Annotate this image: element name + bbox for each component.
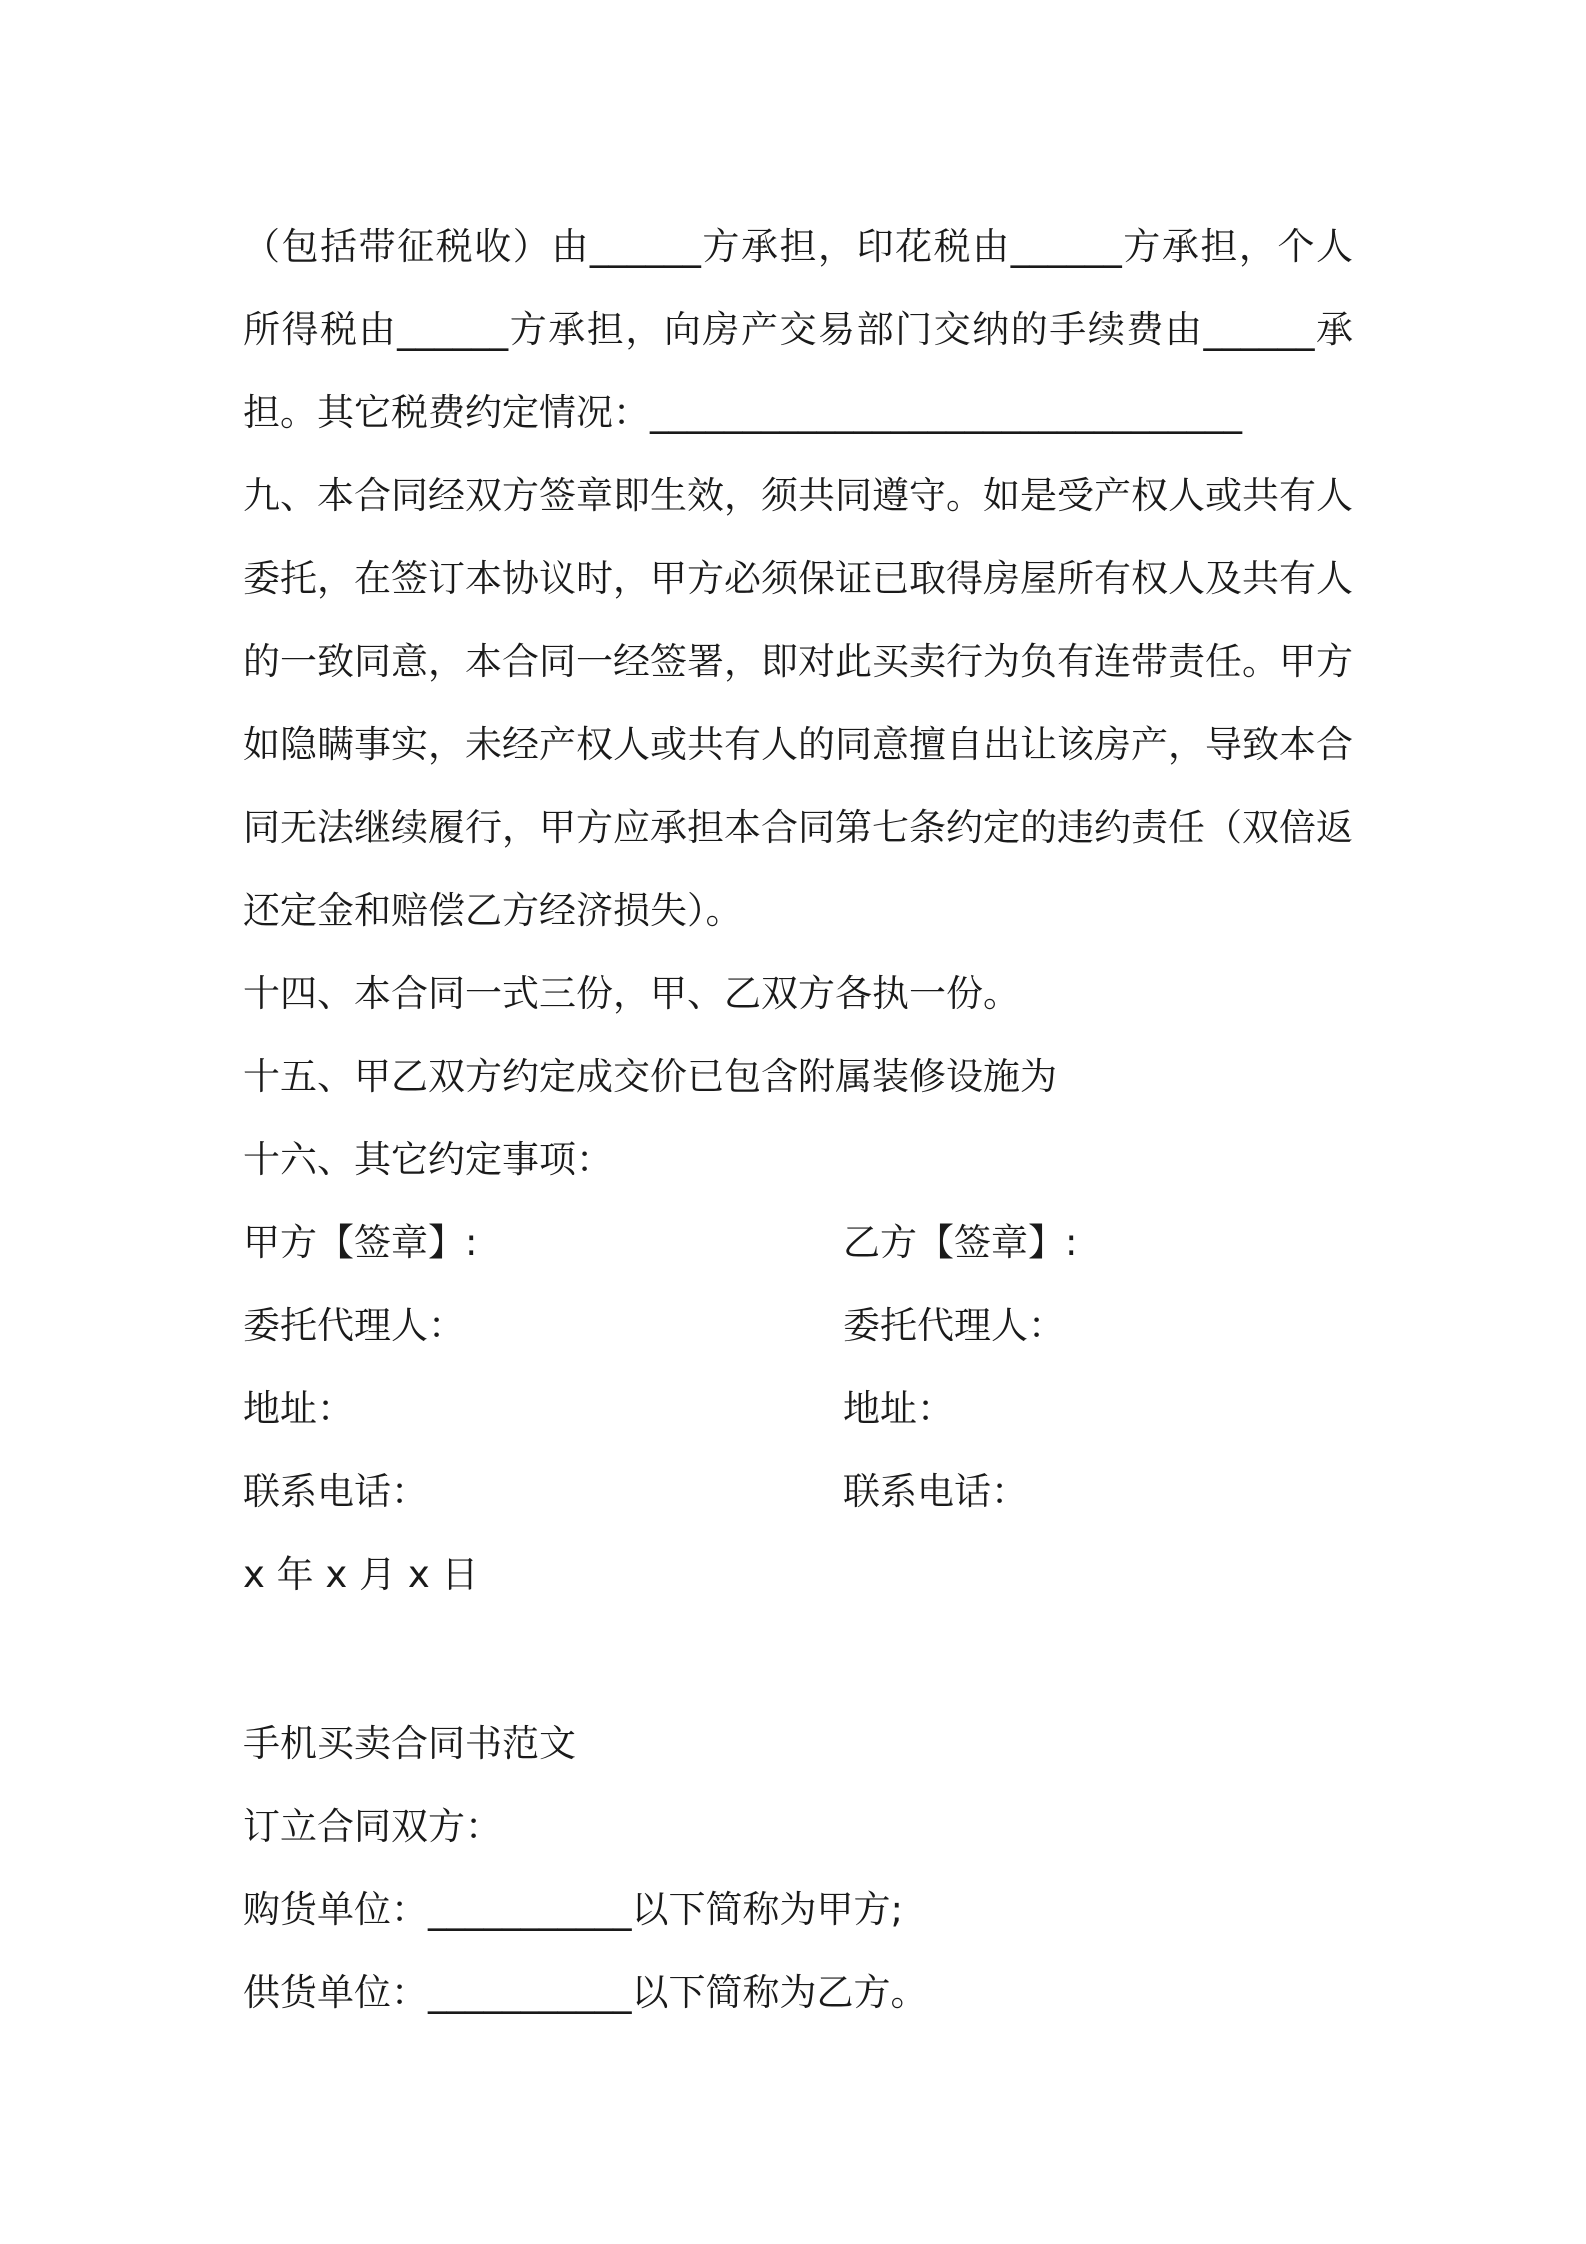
clause-14: 十四、本合同一式三份，甲、乙双方各执一份。 — [243, 972, 1020, 1015]
second-contract — [243, 1702, 1353, 2034]
buyer-line: 购货单位：___________以下简称为甲方; — [243, 1888, 903, 1931]
party-a-phone-label: 联系电话： — [243, 1470, 428, 1513]
signing-date: x 年 x 月 x 日 — [243, 1553, 479, 1596]
signature-row-seal — [243, 1201, 1353, 1284]
party-a-seal-label: 甲方【签章】: — [243, 1221, 478, 1264]
clause-15: 十五、甲乙双方约定成交价已包含附属装修设施为 — [243, 1055, 1057, 1098]
parties-heading: 订立合同双方： — [243, 1805, 502, 1848]
paragraph-line: 的一致同意，本合同一经签署，即对此买卖行为负有连带责任。甲方 — [243, 640, 1353, 683]
signature-row-phone — [243, 1450, 1353, 1533]
party-b-address-label: 地址： — [843, 1387, 954, 1430]
party-a-agent-label: 委托代理人： — [243, 1304, 465, 1347]
continued-clause — [243, 205, 1353, 454]
signature-row-address — [243, 1367, 1353, 1450]
paragraph-line: 如隐瞒事实，未经产权人或共有人的同意擅自出让该房产，导致本合 — [243, 723, 1353, 766]
party-a-address-label: 地址： — [243, 1387, 354, 1430]
second-contract-title: 手机买卖合同书范文 — [243, 1722, 576, 1765]
paragraph-line: 所得税由______方承担，向房产交易部门交纳的手续费由______承 — [243, 308, 1353, 351]
document-page — [243, 205, 1353, 2034]
clause-9 — [243, 454, 1353, 952]
party-b-phone-label: 联系电话： — [843, 1470, 1028, 1513]
paragraph-line: 委托，在签订本协议时，甲方必须保证已取得房屋所有权人及共有人 — [243, 557, 1353, 600]
section-spacer — [243, 1616, 1353, 1702]
clause-16: 十六、其它约定事项： — [243, 1138, 613, 1181]
paragraph-line: 同无法继续履行，甲方应承担本合同第七条约定的违约责任（双倍返 — [243, 806, 1353, 849]
signature-block — [243, 1201, 1353, 1533]
party-b-seal-label: 乙方【签章】: — [843, 1221, 1078, 1264]
paragraph-line: （包括带征税收）由______方承担，印花税由______方承担，个人 — [243, 225, 1353, 268]
party-b-agent-label: 委托代理人： — [843, 1304, 1065, 1347]
paragraph-line: 九、本合同经双方签章即生效，须共同遵守。如是受产权人或共有人 — [243, 474, 1353, 517]
paragraph-line: 还定金和赔偿乙方经济损失）。 — [243, 889, 743, 932]
seller-line: 供货单位：___________以下简称为乙方。 — [243, 1971, 928, 2014]
paragraph-line: 担。其它税费约定情况：________________________________ — [243, 391, 1242, 434]
signature-row-agent — [243, 1284, 1353, 1367]
